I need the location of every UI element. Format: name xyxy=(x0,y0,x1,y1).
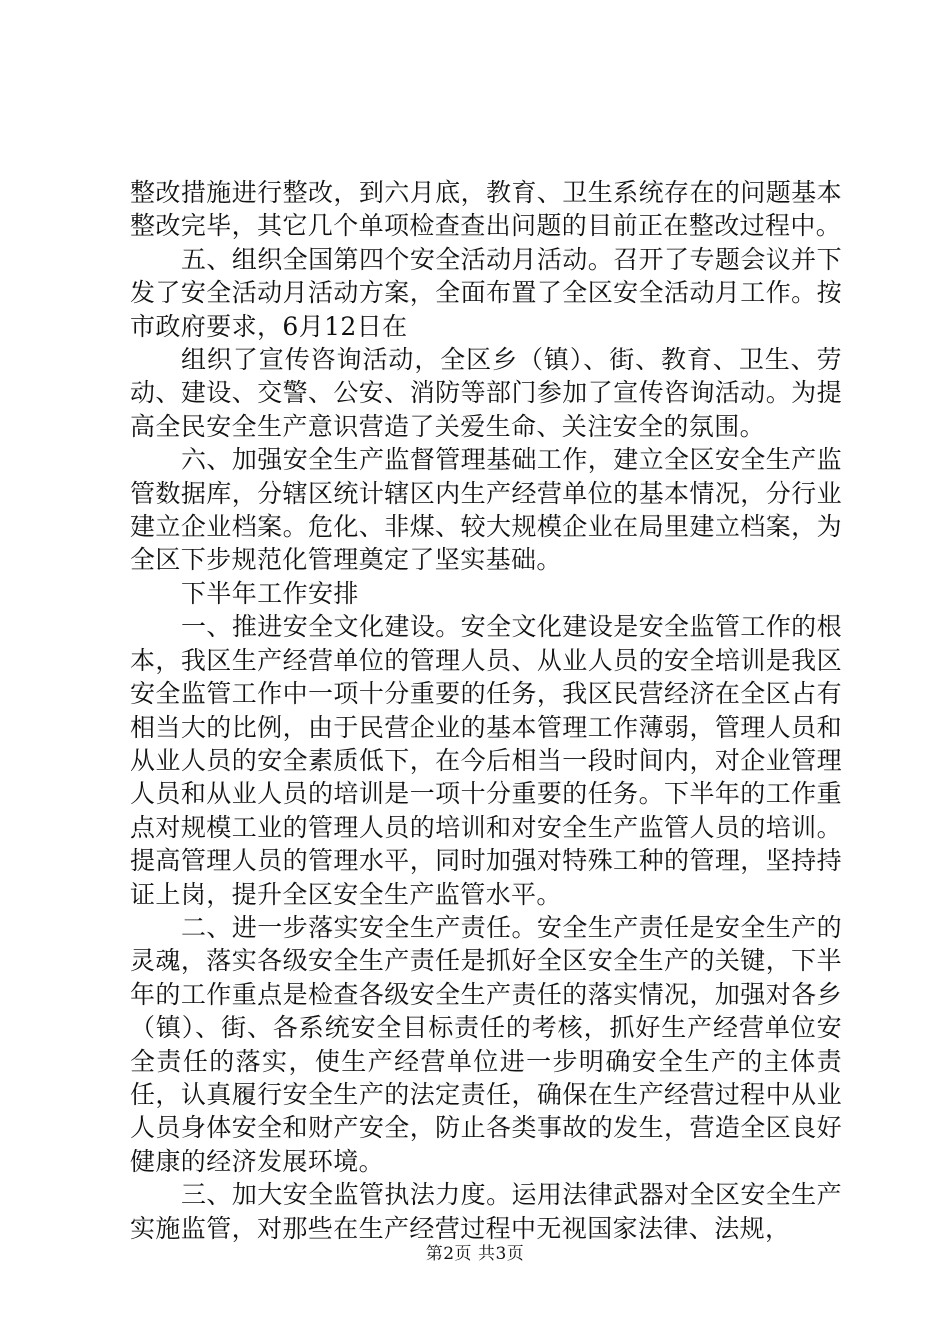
section-heading: 下半年工作安排 xyxy=(181,578,359,608)
paragraph-4: 六、加强安全生产监督管理基础工作，建立全区安全生产监管数据库，分辖区统计辖区内生产经营单位的基本情况，分行业建立企业档案。危化、非煤、较大规模企业在局里建立档案，为全区下步规范化管理奠定了坚实基础。 xyxy=(130,445,842,575)
paragraph-2: 五、组织全国第四个安全活动月活动。召开了专题会议并下发了安全活动月活动方案，全面布置了全区安全活动月工作。按市政府要求，6月12日在 xyxy=(130,244,842,341)
paragraph-7: 二、进一步落实安全生产责任。安全生产责任是安全生产的灵魂，落实各级安全生产责任是抓好全区安全生产的关键，下半年的工作重点是检查各级安全生产责任的落实情况，加强对各乡（镇）、街、各系统安全目标责任的考核，抓好生产经营单位安全责任的落实，使生产经营单位进一步明确安全生产的主体责任，认真履行安全生产的法定责任，确保在生产经营过程中从业人员身体安全和财产安全，防止各类事故的发生，营造全区良好健康的经济发展环境。 xyxy=(130,912,842,1176)
document-body xyxy=(130,176,842,1245)
paragraph-1: 整改措施进行整改，到六月底，教育、卫生系统存在的问题基本整改完毕，其它几个单项检查查出问题的目前正在整改过程中。 xyxy=(130,178,842,241)
paragraph-6: 一、推进安全文化建设。安全文化建设是安全监管工作的根本，我区生产经营单位的管理人员、从业人员的安全培训是我区安全监管工作中一项十分重要的任务，我区民营经济在全区占有相当大的比例，由于民营企业的基本管理工作薄弱，管理人员和从业人员的安全素质低下，在今后相当一段时间内，对企业管理人员和从业人员的培训是一项十分重要的任务。下半年的工作重点对规模工业的管理人员的培训和对安全生产监管人员的培训。提高管理人员的管理水平，同时加强对特殊工种的管理，坚持持证上岗，提升全区安全生产监管水平。 xyxy=(130,612,842,909)
page-footer: 第2页 共3页 xyxy=(425,1244,525,1264)
paragraph-3: 组织了宣传咨询活动，全区乡（镇）、街、教育、卫生、劳动、建设、交警、公安、消防等部门参加了宣传咨询活动。为提高全民安全生产意识营造了关爱生命、关注安全的氛围。 xyxy=(130,345,842,441)
paragraph-8: 三、加大安全监管执法力度。运用法律武器对全区安全生产实施监管，对那些在生产经营过程中无视国家法律、法规， xyxy=(130,1180,842,1243)
